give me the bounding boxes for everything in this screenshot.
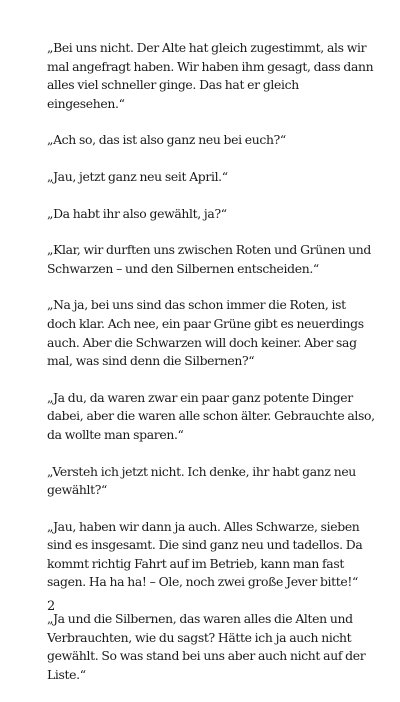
- paragraph: „Ja du, da waren zwar ein paar ganz potente Dinger dabei, aber die waren alle schon älter. Gebrauchte also, da wollte man sparen.“: [47, 389, 375, 442]
- body-text: [47, 39, 377, 702]
- paragraph: „Da habt ihr also gewählt, ja?“: [47, 205, 227, 221]
- paragraph: „Na ja, bei uns sind das schon immer die Roten, ist doch klar. Ach nee, ein paar Grüne gibt es neuerdings auch. Aber die Schwarzen will doch keiner. Aber sag mal, was sind denn die Silbernen?“: [47, 297, 364, 369]
- paragraph: „Ja und die Silbernen, das waren alles die Alten und Verbrauchten, wie du sagst? Hätte ich ja auch nicht gewählt. So was stand bei uns aber auch nicht auf der Liste.“: [47, 611, 366, 682]
- paragraph: „Jau, jetzt ganz neu seit April.“: [47, 168, 228, 184]
- paragraph: „Versteh ich jetzt nicht. Ich denke, ihr habt ganz neu gewählt?“: [47, 463, 356, 498]
- paragraph: „Bei uns nicht. Der Alte hat gleich zugestimmt, als wir mal angefragt haben. Wir haben ihm gesagt, dass dann alles viel schneller ginge. Das hat er gleich eingesehen.“: [47, 40, 374, 111]
- paragraph: „Ach so, das ist also ganz neu bei euch?“: [47, 132, 286, 148]
- page-number: 2: [47, 599, 56, 614]
- paragraph: „Klar, wir durften uns zwischen Roten und Grünen und Schwarzen – und den Silbernen entscheiden.“: [47, 242, 372, 276]
- paragraph: „Jau, haben wir dann ja auch. Alles Schwarze, sieben sind es insgesamt. Die sind ganz neu und tadellos. Da kommt richtig Fahrt auf im Betrieb, kann man fast sagen. Ha ha ha! – Ole, noch zwei große Jever bitte!“: [47, 518, 363, 590]
